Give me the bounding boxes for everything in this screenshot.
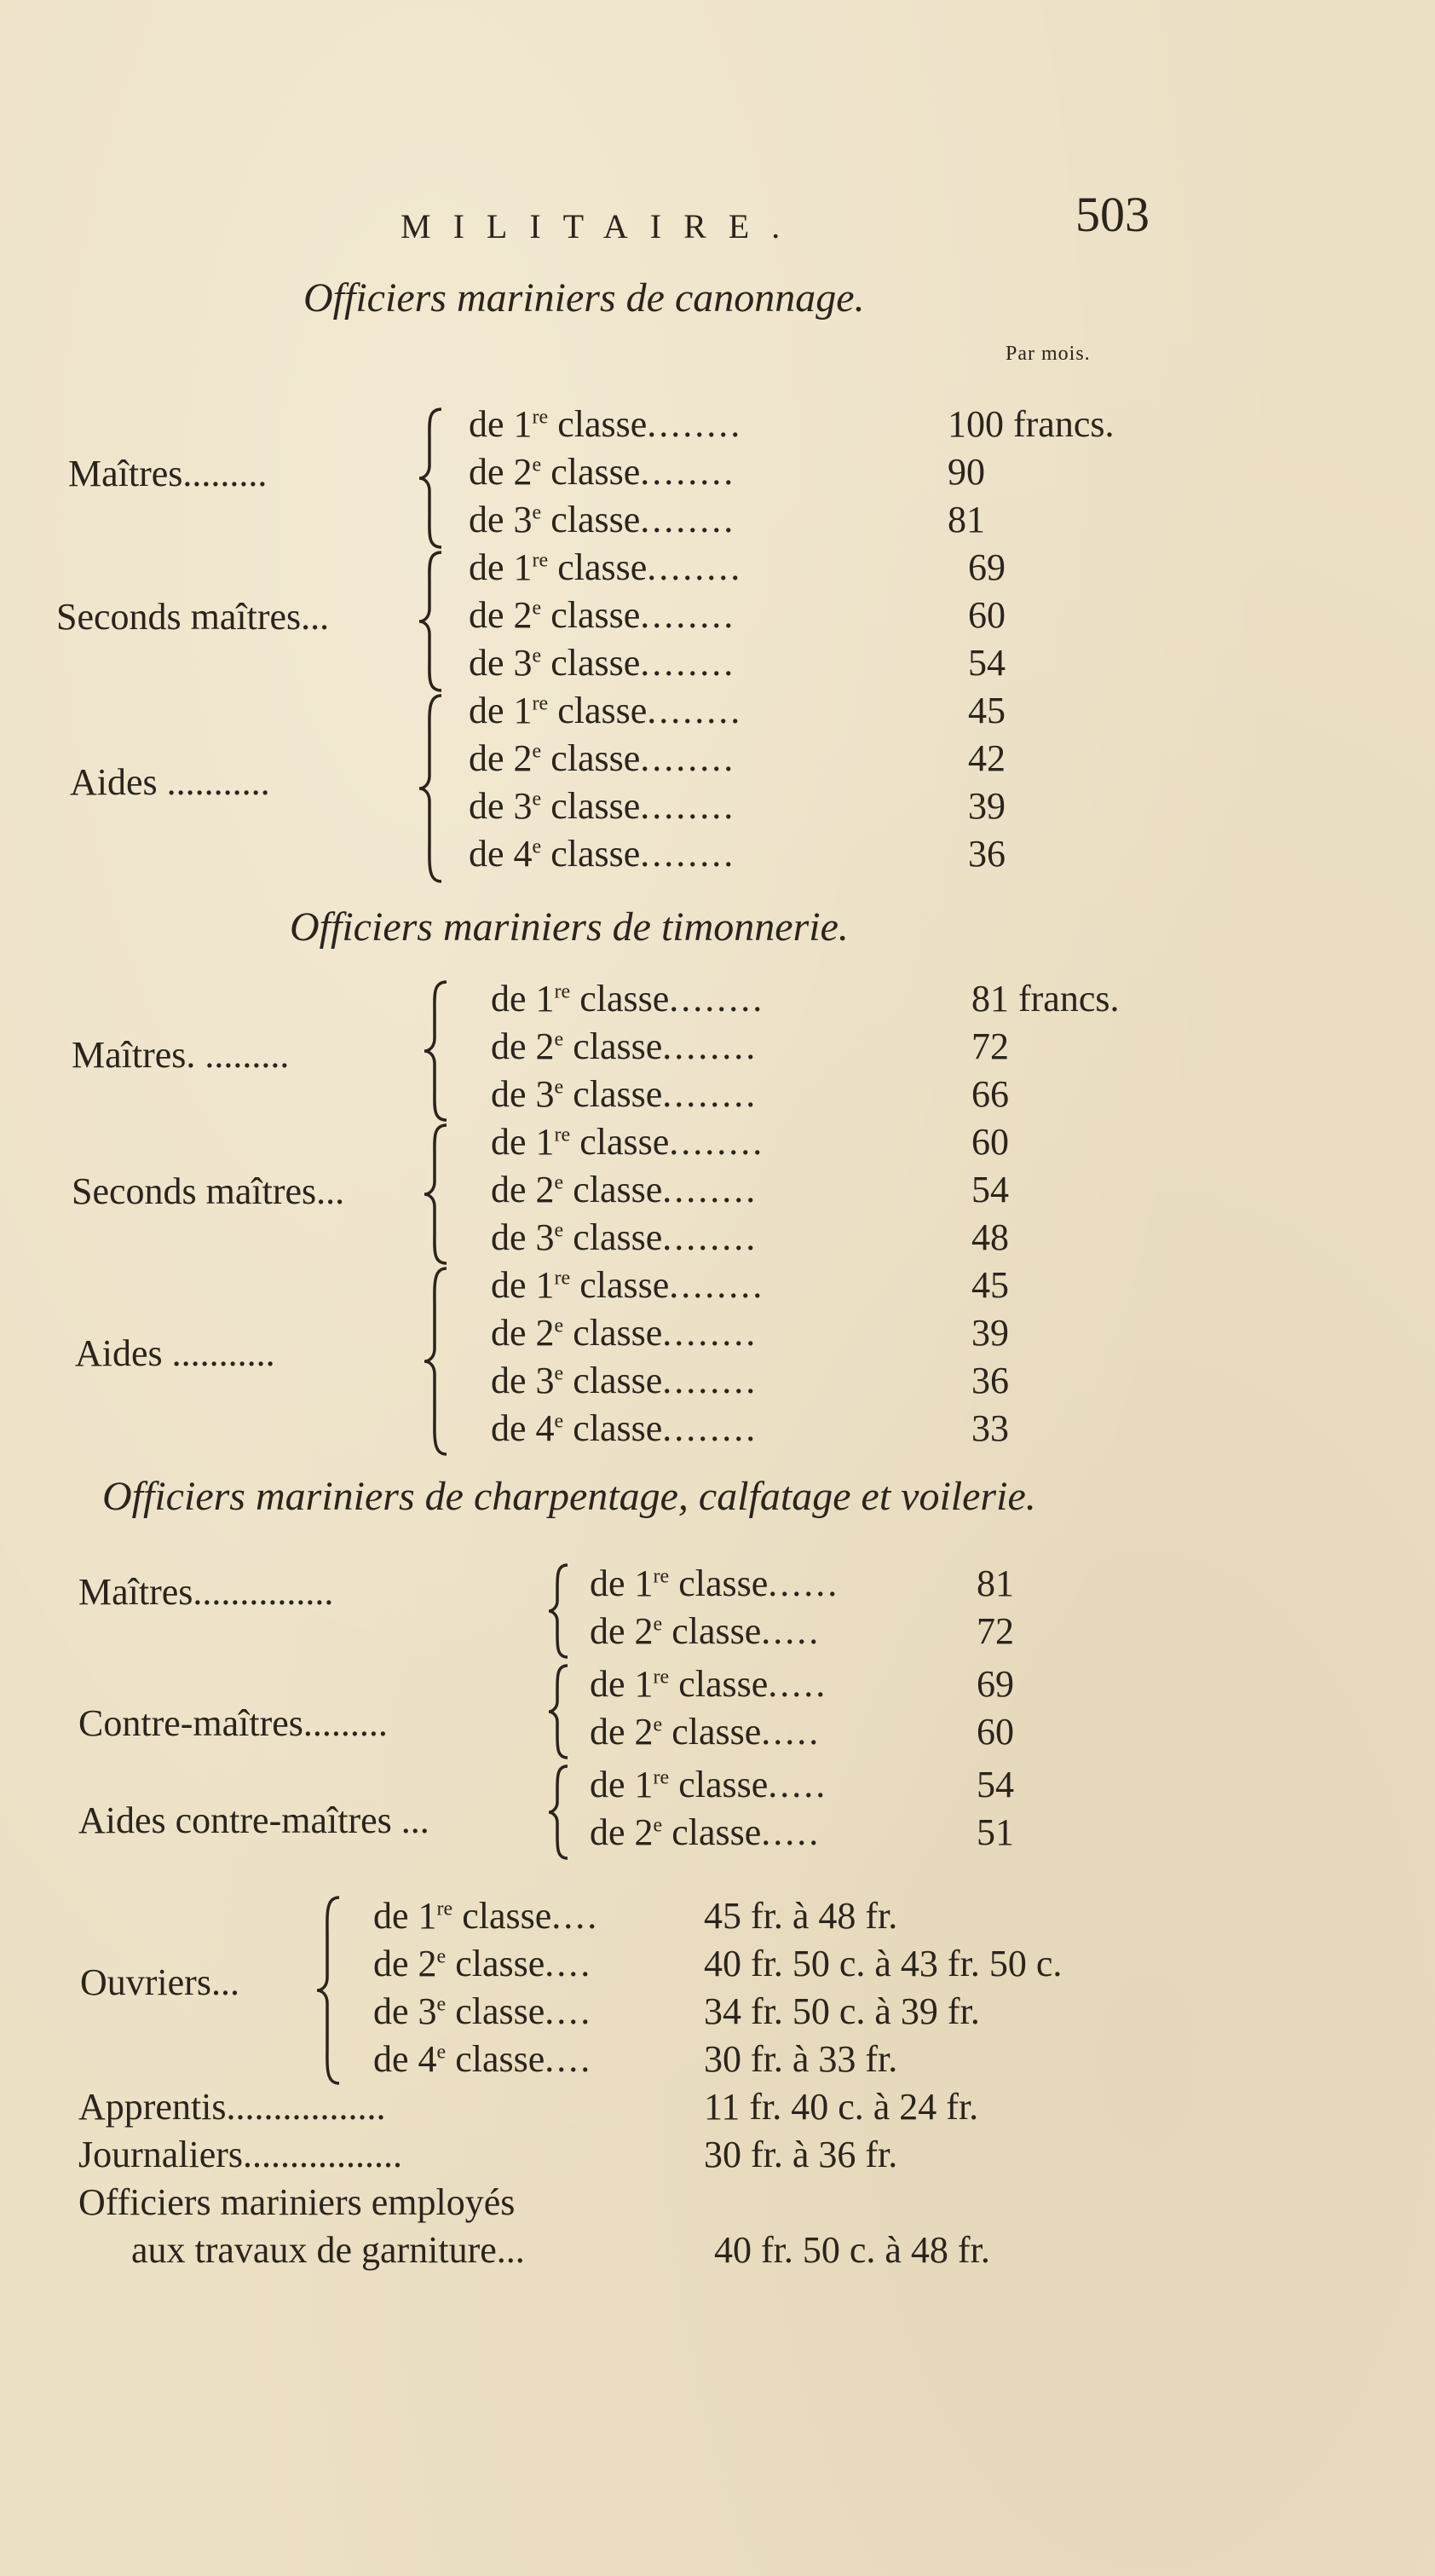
row-value: 54 bbox=[968, 642, 1006, 684]
row-label: Journaliers................. bbox=[78, 2134, 403, 2175]
row-label: de 1re classe........ bbox=[469, 403, 743, 445]
row-label: Apprentis................. bbox=[78, 2086, 386, 2128]
row-value: 45 bbox=[968, 690, 1006, 731]
row-label: de 2e classe.... bbox=[373, 1943, 593, 1984]
brace-icon bbox=[416, 549, 450, 694]
row-value: 36 bbox=[968, 833, 1006, 875]
row-value: 36 bbox=[971, 1360, 1009, 1401]
row-label: de 3e classe........ bbox=[491, 1360, 758, 1401]
row-value: 39 bbox=[968, 785, 1006, 827]
group-label: Ouvriers... bbox=[80, 1961, 239, 2003]
row-label: de 1re classe........ bbox=[491, 1121, 765, 1163]
row-value: 72 bbox=[971, 1025, 1009, 1067]
row-label: de 2e classe..... bbox=[590, 1711, 821, 1753]
row-label: de 4e classe........ bbox=[491, 1407, 758, 1449]
row-value: 81 bbox=[977, 1562, 1014, 1604]
section-title-canonnage: Officiers mariniers de canonnage. bbox=[303, 275, 865, 321]
row-value: 40 fr. 50 c. à 43 fr. 50 c. bbox=[704, 1943, 1063, 1984]
row-label: de 1re classe........ bbox=[491, 1264, 765, 1306]
row-value: 66 bbox=[971, 1073, 1009, 1115]
group-label: Maîtres. ......... bbox=[72, 1034, 290, 1076]
group-label: Aides ........... bbox=[75, 1332, 275, 1374]
page-number: 503 bbox=[1075, 187, 1150, 242]
row-label: de 1re classe..... bbox=[590, 1764, 828, 1805]
row-value: 11 fr. 40 c. à 24 fr. bbox=[704, 2086, 979, 2128]
row-label: de 2e classe........ bbox=[469, 594, 736, 636]
row-value: 81 bbox=[948, 499, 985, 540]
row-label: de 1re classe........ bbox=[491, 978, 765, 1019]
row-label: de 1re classe..... bbox=[590, 1663, 828, 1705]
running-head: MILITAIRE. bbox=[401, 207, 803, 245]
row-label: de 2e classe........ bbox=[469, 451, 736, 493]
group-label: Contre-maîtres......... bbox=[78, 1702, 388, 1744]
brace-icon bbox=[545, 1763, 576, 1862]
row-label: de 1re classe........ bbox=[469, 690, 743, 731]
row-value: 48 bbox=[971, 1216, 1009, 1258]
group-label: Maîtres......... bbox=[68, 453, 268, 494]
group-label: Seconds maîtres... bbox=[56, 596, 330, 638]
brace-icon bbox=[421, 1122, 455, 1267]
brace-icon bbox=[421, 1265, 455, 1458]
row-label: de 4e classe.... bbox=[373, 2038, 593, 2080]
group-label: Seconds maîtres... bbox=[72, 1170, 345, 1212]
brace-icon bbox=[416, 406, 450, 551]
section-title-charpentage: Officiers mariniers de charpentage, calfatage et voilerie. bbox=[102, 1474, 1036, 1519]
row-value: 45 bbox=[971, 1264, 1009, 1306]
row-value: 54 bbox=[977, 1764, 1014, 1805]
row-value: 100 francs. bbox=[948, 403, 1115, 445]
row-value: 40 fr. 50 c. à 48 fr. bbox=[714, 2229, 990, 2271]
column-note: Par mois. bbox=[1006, 343, 1091, 365]
row-value: 54 bbox=[971, 1169, 1009, 1210]
row-label: de 3e classe........ bbox=[469, 785, 736, 827]
brace-icon bbox=[314, 1894, 348, 2087]
row-label: de 2e classe........ bbox=[469, 737, 736, 779]
row-label: de 4e classe........ bbox=[469, 833, 736, 875]
row-label: de 2e classe..... bbox=[590, 1811, 821, 1853]
brace-icon bbox=[421, 979, 455, 1123]
row-label: de 3e classe.... bbox=[373, 1990, 593, 2032]
row-label: de 2e classe........ bbox=[491, 1169, 758, 1210]
row-label: de 1re classe........ bbox=[469, 546, 743, 588]
row-label: de 3e classe........ bbox=[469, 642, 736, 684]
row-value: 72 bbox=[977, 1610, 1014, 1652]
row-value: 42 bbox=[968, 737, 1006, 779]
row-label: de 3e classe........ bbox=[491, 1073, 758, 1115]
row-label: de 2e classe........ bbox=[491, 1312, 758, 1354]
row-value: 34 fr. 50 c. à 39 fr. bbox=[704, 1990, 980, 2032]
row-label: Officiers mariniers employés bbox=[78, 2181, 516, 2223]
row-value: 30 fr. à 33 fr. bbox=[704, 2038, 898, 2080]
section-title-timonnerie: Officiers mariniers de timonnerie. bbox=[290, 904, 849, 950]
row-value: 69 bbox=[977, 1663, 1014, 1705]
row-label: de 3e classe........ bbox=[469, 499, 736, 540]
brace-icon bbox=[416, 692, 450, 885]
row-value: 60 bbox=[968, 594, 1006, 636]
row-value: 90 bbox=[948, 451, 985, 493]
row-value: 30 fr. à 36 fr. bbox=[704, 2134, 898, 2175]
row-value: 60 bbox=[971, 1121, 1009, 1163]
row-value: 81 francs. bbox=[971, 978, 1120, 1019]
row-value: 45 fr. à 48 fr. bbox=[704, 1895, 898, 1937]
brace-icon bbox=[545, 1562, 576, 1661]
row-value: 69 bbox=[968, 546, 1006, 588]
row-label: de 3e classe........ bbox=[491, 1216, 758, 1258]
row-label: de 1re classe...... bbox=[590, 1562, 840, 1604]
row-value: 39 bbox=[971, 1312, 1009, 1354]
row-value: 33 bbox=[971, 1407, 1009, 1449]
row-value: 60 bbox=[977, 1711, 1014, 1753]
row-label: de 2e classe..... bbox=[590, 1610, 821, 1652]
row-label: de 1re classe.... bbox=[373, 1895, 600, 1937]
row-value: 51 bbox=[977, 1811, 1014, 1853]
group-label: Maîtres............... bbox=[78, 1571, 334, 1613]
group-label: Aides contre-maîtres ... bbox=[78, 1799, 429, 1841]
group-label: Aides ........... bbox=[70, 761, 270, 803]
row-label: aux travaux de garniture... bbox=[131, 2229, 525, 2271]
row-label: de 2e classe........ bbox=[491, 1025, 758, 1067]
brace-icon bbox=[545, 1662, 576, 1761]
